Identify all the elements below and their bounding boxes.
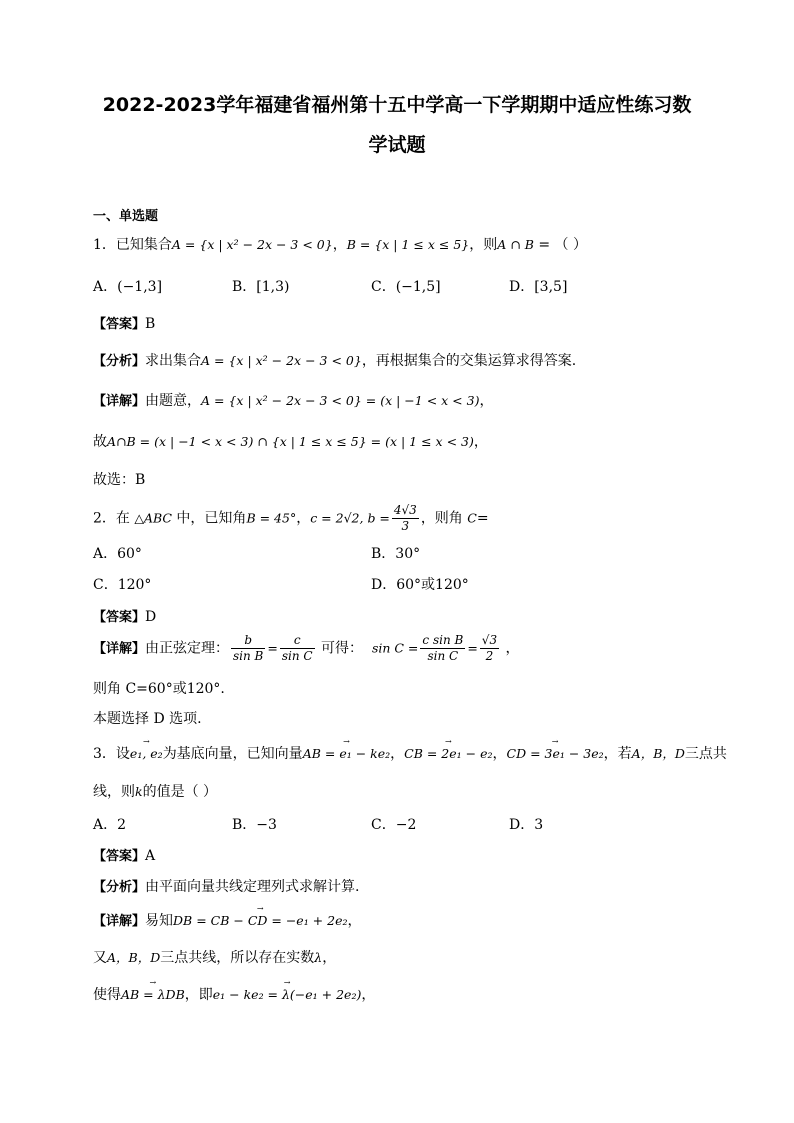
q2-fraction-csinb-over-sinc: [420, 633, 465, 664]
q3-k: k: [135, 784, 143, 799]
q2-stem-text-e: =: [476, 510, 489, 527]
q3-answer-value: A: [145, 848, 156, 864]
q2-stem-text-a: 2．在: [93, 510, 135, 527]
q3-option-b: B．−3: [232, 817, 277, 833]
q3-answer: [93, 845, 155, 864]
q1-analysis: [93, 350, 576, 370]
q1-set-a: A = {x | x² − 2x − 3 < 0}: [171, 237, 333, 252]
q1-expr: A ∩ B: [497, 237, 534, 252]
q3-detail-line-3: [93, 984, 375, 1004]
q1-set-b: B = {x | 1 ≤ x ≤ 5}: [346, 237, 470, 252]
q1-line2-text-a: 故: [93, 434, 107, 450]
q3-points: A，B，D: [631, 746, 685, 761]
q3-line3-text-c: ，: [361, 987, 376, 1003]
q1-stem-text-b: ，: [332, 237, 347, 253]
detail-tag: 【详解】: [93, 641, 146, 657]
q1-option-d: D．[3,5]: [509, 279, 568, 295]
q2-f4-den: 2: [485, 649, 494, 663]
q2-f3-num: c sin B: [422, 633, 464, 647]
q3-stem-text-d: ，: [492, 746, 507, 762]
q1-detail-line-2: [93, 431, 488, 451]
q2-b-numerator: 4√3: [393, 503, 417, 517]
q1-answer-value: B: [145, 316, 156, 332]
section-heading: 一、单选题: [93, 209, 159, 224]
q2-angle-b: B = 45°: [246, 510, 297, 526]
q2-stem-text-d: ，则角: [420, 510, 468, 527]
q3-line2-text-b: 的值是（ ）: [142, 784, 218, 800]
q2-triangle: △ABC: [134, 510, 172, 526]
q3-line2b-text-c: ，: [322, 950, 337, 966]
q2-f2-den: sin C: [281, 649, 313, 663]
detail-tag: 【详解】: [93, 914, 146, 929]
q2-f1-num: b: [231, 633, 265, 649]
q3-detail-line-2: [93, 947, 336, 967]
q2-f2-num: c: [280, 633, 315, 649]
q2-f4-num: √3: [481, 633, 498, 647]
q3-stem-text-a: 3．设: [93, 746, 130, 762]
q3-analysis-text: 由平面向量共线定理列式求解计算.: [145, 879, 360, 895]
q3-option-d: D．3: [509, 817, 544, 833]
q2-detail: 【详解】由正弦定理： $\frac{b}{\text{sin B}}$ = $\frac{c}{\text{sin C}}$ 可得： sin C = $\frac{\text{c sin B}}{\text{sin C}}$ = $\frac{√3}{2}$ ，: [93, 633, 520, 663]
q2-answer: [93, 606, 156, 625]
q2-answer-value: D: [145, 609, 157, 625]
q1-detail-math: A = {x | x² − 2x − 3 < 0} = (x | −1 < x < 3): [201, 393, 480, 408]
q1-option-b: B．[1,3): [232, 279, 290, 295]
q3-detail-text-b: ，: [347, 913, 362, 929]
q3-basis: → e₁, e₂: [130, 746, 163, 761]
q3-vector-cb: → CB = 2e₁ − e₂: [404, 746, 492, 761]
q1-stem: [93, 234, 587, 254]
analysis-tag: 【分析】: [93, 354, 146, 369]
q2-fraction-b-over-sinb: [231, 633, 265, 664]
q3-detail-text-a: 易知: [145, 913, 174, 929]
q3-option-c: C．−2: [371, 817, 417, 833]
q1-option-c: C．(−1,5]: [371, 279, 441, 295]
q1-option-a: A．(−1,3]: [93, 279, 163, 295]
q2-stem: [93, 503, 489, 534]
q2-sinc: sin C =: [371, 640, 419, 656]
q3-line2b-text-b: 三点共线，所以存在实数: [160, 950, 315, 966]
q3-stem-text-c: ，: [390, 746, 405, 762]
q1-detail-text-a: 由题意，: [145, 393, 202, 409]
q1-line2-math: A∩B = (x | −1 < x < 3) ∩ {x | 1 ≤ x ≤ 5} = (x | 1 ≤ x < 3): [107, 434, 474, 449]
q2-b-fraction: [392, 503, 419, 534]
answer-tag: 【答案】: [93, 849, 146, 864]
q1-answer: [93, 313, 155, 332]
q2-detail-line-2: 则角 C=60°或120°.: [93, 681, 225, 697]
q2-f1-den: sin B: [233, 649, 264, 663]
q2-option-c: C．120°: [93, 577, 152, 593]
q2-b-denominator: 3: [401, 519, 410, 533]
detail-tag: 【详解】: [93, 394, 146, 409]
q3-stem-text-e: ，若: [603, 746, 632, 762]
q3-line2b-points: A，B，D: [107, 950, 161, 965]
q3-stem-text-f: 三点共: [684, 746, 727, 762]
q3-option-a: A．2: [93, 817, 127, 833]
q2-stem-text-b: 中，已知角: [171, 510, 247, 527]
q3-line3-text-a: 使得: [93, 987, 121, 1003]
q1-detail-text-b: ，: [479, 393, 494, 409]
q3-vector-ab: → AB = e₁ − ke₂: [303, 746, 390, 761]
analysis-tag: 【分析】: [93, 880, 146, 895]
q3-analysis: [93, 876, 359, 896]
q1-analysis-text-b: ，再根据集合的交集运算求得答案.: [361, 353, 577, 369]
q2-option-d: D．60°或120°: [371, 577, 469, 593]
answer-tag: 【答案】: [93, 317, 146, 332]
q1-detail: [93, 390, 493, 410]
q3-stem: [93, 743, 727, 763]
q2-detail-text-b: 可得：: [316, 640, 364, 657]
q2-stem-text-c: ，: [296, 510, 311, 527]
q3-lambda: λ: [314, 950, 323, 965]
q2-angle-c: C: [467, 510, 477, 526]
q2-detail-line-3: 本题选择 D 选项.: [93, 711, 202, 727]
q1-stem-text-a: 1．已知集合: [93, 237, 172, 253]
q3-vector-cd: → CD = 3e₁ − 3e₂: [507, 746, 604, 761]
q2-option-b: B．30°: [371, 546, 421, 562]
q3-line3-text-b: ，即: [184, 987, 213, 1003]
q2-fraction-c-over-sinc: [280, 633, 315, 664]
q3-line3-math-2: → e₁ − ke₂ = λ(−e₁ + 2e₂): [213, 987, 362, 1002]
q2-option-a: A．60°: [93, 546, 142, 562]
q2-detail-text-a: 由正弦定理：: [145, 640, 230, 657]
q1-line2-text-b: ，: [473, 434, 488, 450]
q2-f3-den: sin C: [427, 649, 459, 663]
q3-detail-math: → DB = CB − CD = −e₁ + 2e₂: [173, 913, 347, 928]
q1-analysis-text-a: 求出集合: [145, 353, 202, 369]
q2-sides: c = 2√2, b =: [310, 510, 390, 526]
q1-choice: 故选：B: [93, 472, 146, 488]
page-title-line-2: 学试题: [368, 134, 426, 156]
q2-fraction-sqrt3-over-2: [480, 633, 499, 664]
q3-line3-math-1: → AB = λDB: [121, 987, 185, 1002]
q1-stem-text-c: ，则: [469, 237, 498, 253]
q3-detail: [93, 910, 362, 930]
page-title-line-1: 2022-2023学年福建省福州第十五中学高一下学期期中适应性练习数: [102, 94, 692, 116]
q3-line2-text-a: 线，则: [93, 784, 135, 800]
q1-stem-text-d: = （ ）: [533, 237, 587, 253]
answer-tag: 【答案】: [93, 610, 146, 625]
q1-analysis-set: A = {x | x² − 2x − 3 < 0}: [201, 353, 362, 368]
q3-line2b-text-a: 又: [93, 950, 107, 966]
q2-detail-text-c: ，: [505, 640, 520, 657]
q3-stem-line-2: [93, 781, 217, 801]
q3-stem-text-b: 为基底向量，已知向量: [162, 746, 303, 762]
